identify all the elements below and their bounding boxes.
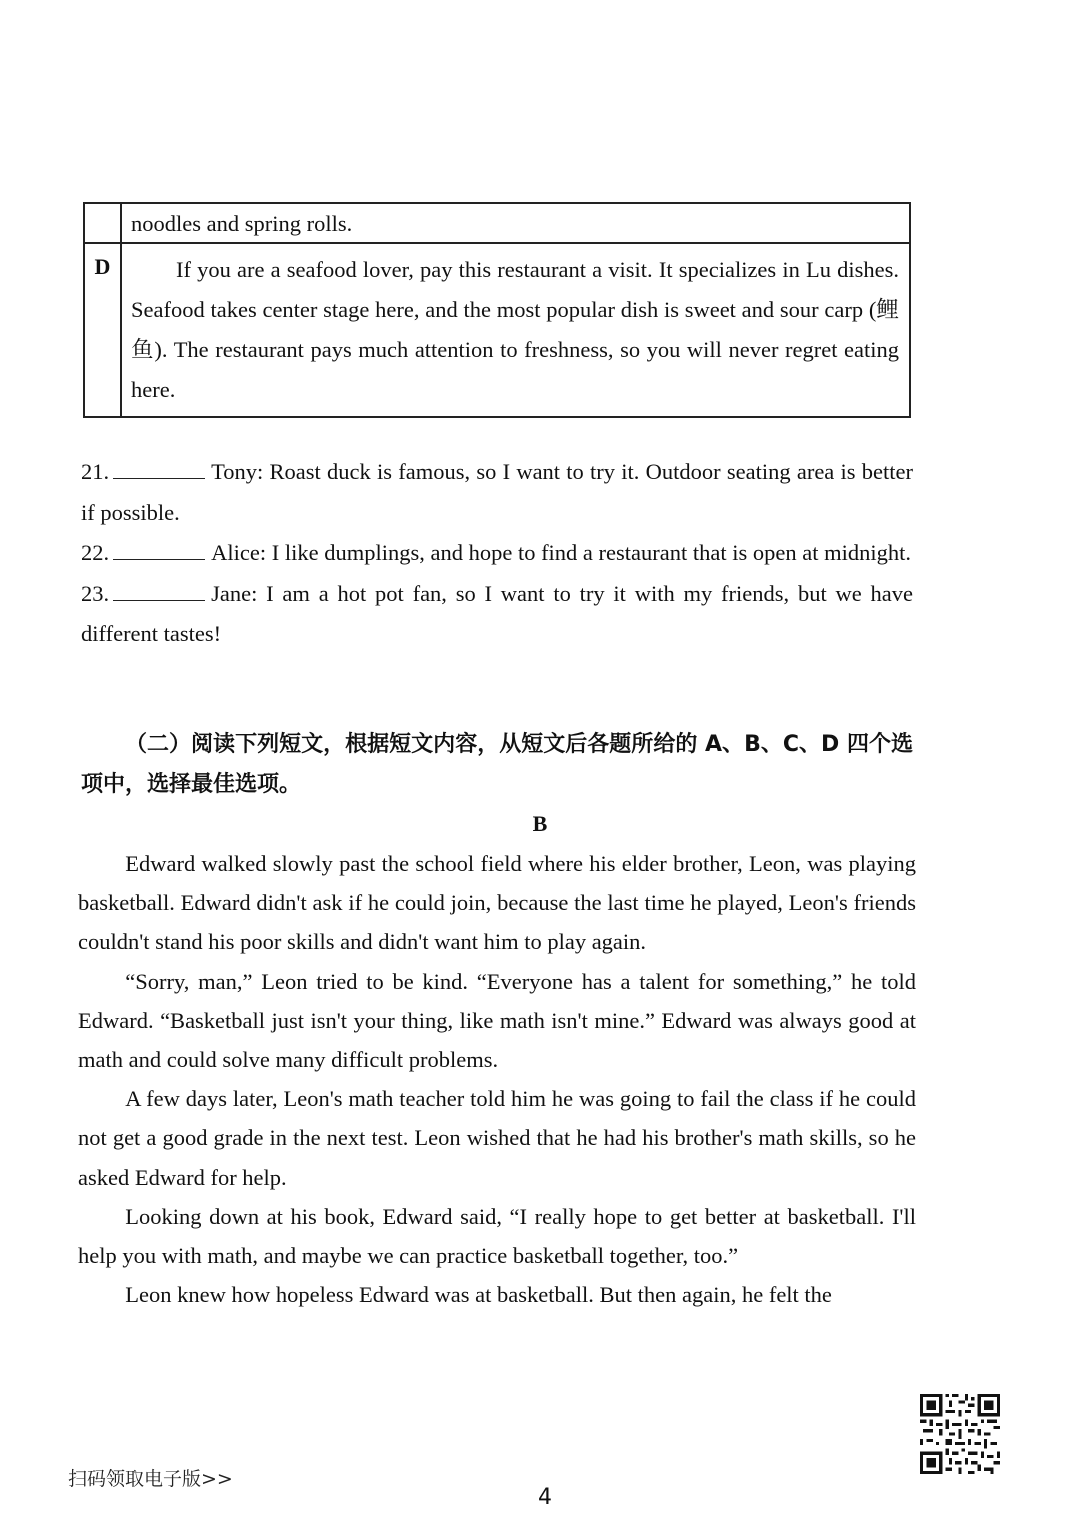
question-number: 23. — [81, 580, 110, 606]
question-item — [81, 533, 913, 574]
question-number: 22. — [81, 540, 110, 565]
matching-questions — [81, 452, 913, 655]
passage-title: B — [532, 811, 548, 836]
table-row-text: noodles and spring rolls. — [131, 211, 353, 236]
answer-blank[interactable] — [113, 578, 205, 601]
table-row-text: If you are a seafood lover, pay this restaurant a visit. It specializes in Lu dishes. Seafood takes center stage here, and the most popular dish is sweet and sour carp (鲤鱼). The restaurant pays much attention to freshness, so you will never regret eating here. — [131, 257, 899, 402]
table-row-label: D — [85, 244, 122, 416]
reading-passage — [78, 844, 916, 1314]
qr-code-icon[interactable] — [920, 1394, 1000, 1474]
answer-blank[interactable] — [113, 456, 205, 479]
question-text: Tony: Roast duck is famous, so I want to try it. Outdoor seating area is better if possible. — [81, 459, 913, 525]
table-row — [85, 242, 909, 416]
question-item — [81, 452, 913, 533]
passage-paragraph: “Sorry, man,” Leon tried to be kind. “Everyone has a talent for something,” he told Edward. “Basketball just isn't your thing, like math isn't mine.” Edward was always good at math and could solve many difficult problems. — [78, 968, 916, 1073]
table-row — [85, 204, 909, 242]
page-number: 4 — [538, 1485, 552, 1510]
question-text: Alice: I like dumplings, and hope to find a restaurant that is open at midnight. — [211, 540, 911, 565]
section-instruction: （二）阅读下列短文，根据短文内容，从短文后各题所给的 A、B、C、D 四个选项中，选择最佳选项。 — [81, 732, 913, 797]
table-row-label — [85, 204, 122, 242]
question-number: 21. — [81, 459, 110, 484]
passage-paragraph: A few days later, Leon's math teacher told him he was going to fail the class if he could not get a good grade in the next test. Leon wished that he had his brother's math skills, so he asked Edward for help. — [78, 1086, 916, 1190]
passage-paragraph: Looking down at his book, Edward said, “I really hope to get better at basketball. I'll help you with math, and maybe we can practice basketball together, too.” — [78, 1203, 916, 1269]
scan-note: 扫码领取电子版>> — [68, 1468, 233, 1490]
passage-paragraph: Leon knew how hopeless Edward was at basketball. But then again, he felt the — [125, 1282, 832, 1308]
answer-blank[interactable] — [113, 537, 205, 560]
question-text: Jane: I am a hot pot fan, so I want to try it with my friends, but we have different tastes! — [81, 580, 913, 646]
passage-paragraph: Edward walked slowly past the school field where his elder brother, Leon, was playing basketball. Edward didn't ask if he could join, because the last time he played, Leon's friends couldn't stand his poor skills and didn't want him to play again. — [78, 851, 916, 955]
restaurant-table — [83, 202, 911, 418]
question-item — [81, 574, 913, 655]
